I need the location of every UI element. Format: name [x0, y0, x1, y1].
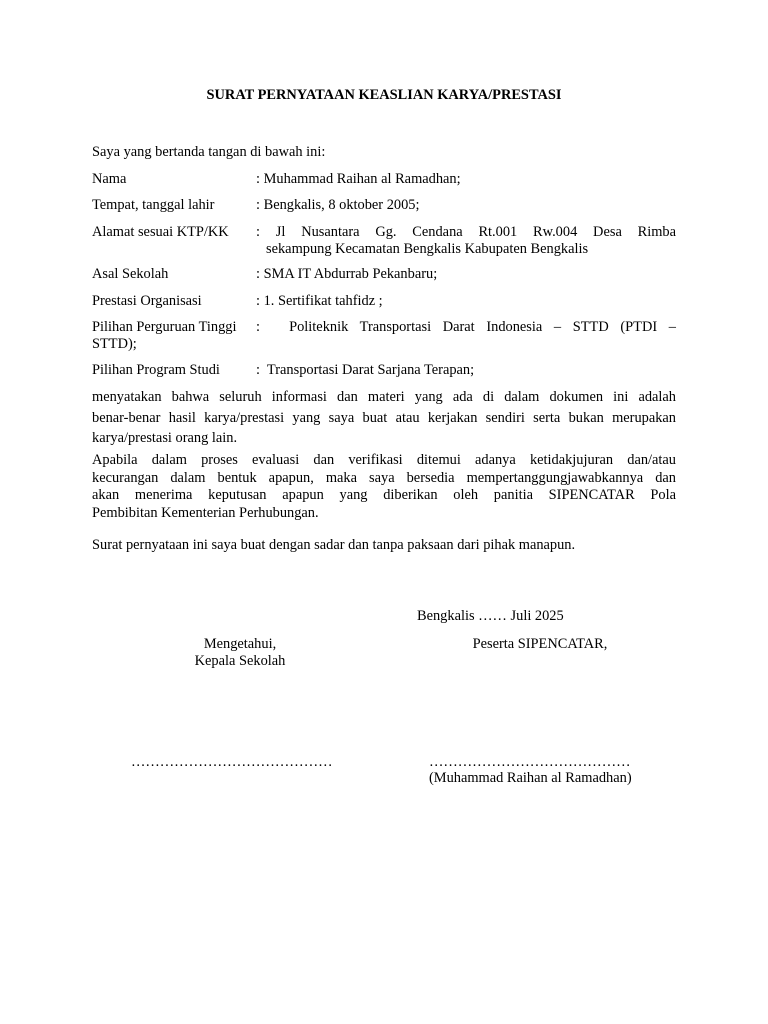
document-title: SURAT PERNYATAAN KEASLIAN KARYA/PRESTASI	[206, 87, 562, 103]
statement-paragraph	[92, 387, 676, 449]
field-nama	[92, 171, 676, 188]
paragraph-line: Pembibitan Kementerian Perhubungan.	[92, 504, 319, 521]
field-label: Nama	[92, 171, 127, 187]
right-signature-caption: Peserta SIPENCATAR,	[472, 636, 608, 652]
field-value: : Muhammad Raihan al Ramadhan;	[256, 171, 461, 187]
paragraph-line: benar-benar hasil karya/prestasi yang saya buat atau kerjakan sendiri serta bukan merupakan	[92, 409, 676, 426]
right-signature-line: ……………………………………	[429, 754, 631, 770]
paragraph-line: karya/prestasi orang lain.	[92, 430, 238, 446]
field-label: Pilihan Perguruan Tinggi	[92, 319, 237, 335]
field-prestasi	[92, 293, 676, 310]
field-label: Alamat sesuai KTP/KK	[92, 224, 229, 240]
field-value: : Bengkalis, 8 oktober 2005;	[256, 197, 420, 213]
intro-text: Saya yang bertanda tangan di bawah ini:	[92, 144, 326, 160]
field-value-line2: sekampung Kecamatan Bengkalis Kabupaten Bengkalis	[266, 241, 589, 257]
left-signature-caption	[140, 636, 340, 670]
field-label: Tempat, tanggal lahir	[92, 197, 215, 213]
field-label: Pilihan Program Studi	[92, 362, 220, 378]
field-value: : SMA IT Abdurrab Pekanbaru;	[256, 266, 438, 282]
closing-paragraph: Surat pernyataan ini saya buat dengan sadar dan tanpa paksaan dari pihak manapun.	[92, 537, 576, 553]
field-label: Asal Sekolah	[92, 266, 169, 282]
field-prodi	[92, 362, 676, 379]
paragraph-line: akan menerima keputusan apapun yang diberikan oleh panitia SIPENCATAR Pola	[92, 487, 676, 503]
field-pt	[92, 319, 676, 353]
field-ttl	[92, 197, 676, 214]
field-value: : 1. Sertifikat tahfidz ;	[256, 293, 383, 309]
place-date: Bengkalis …… Juli 2025	[417, 608, 564, 624]
left-caption-line1: Mengetahui,	[203, 636, 277, 652]
paragraph-line: menyatakan bahwa seluruh informasi dan materi yang ada di dalam dokumen ini adalah	[92, 389, 676, 405]
field-value-line2: STTD);	[92, 336, 137, 352]
signer-name: (Muhammad Raihan al Ramadhan)	[429, 770, 632, 786]
field-alamat	[92, 224, 676, 258]
field-label: Prestasi Organisasi	[92, 293, 202, 309]
field-value-line1: : Politeknik Transportasi Darat Indonesia – STTD (PTDI –	[256, 319, 676, 335]
paragraph-line: kecurangan dalam bentuk apapun, maka saya bersedia mempertanggungjawabkannya dan	[92, 469, 676, 486]
left-signature-line: ……………………………………	[131, 754, 333, 770]
field-value: : Transportasi Darat Sarjana Terapan;	[256, 362, 475, 378]
left-caption-line2: Kepala Sekolah	[194, 653, 286, 669]
field-value-line1: : Jl Nusantara Gg. Cendana Rt.001 Rw.004 Desa Rimba	[256, 224, 676, 240]
field-sekolah	[92, 266, 676, 283]
consequence-paragraph	[92, 452, 676, 522]
paragraph-line: Apabila dalam proses evaluasi dan verifikasi ditemui adanya ketidakjujuran dan/atau	[92, 452, 676, 468]
